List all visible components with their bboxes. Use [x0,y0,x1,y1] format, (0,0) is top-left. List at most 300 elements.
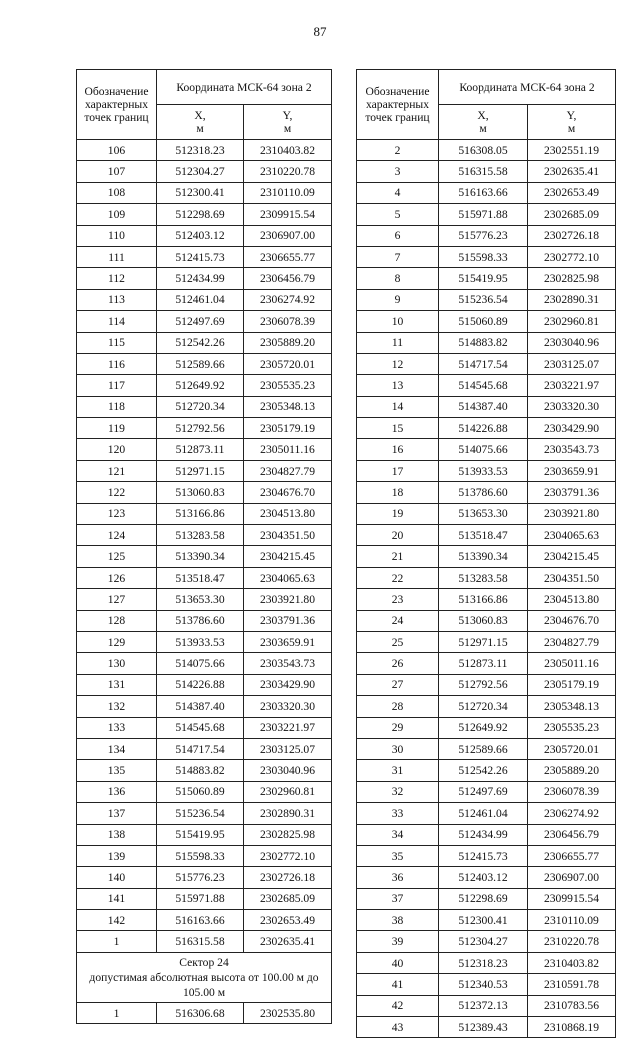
y-coordinate-cell: 2302890.31 [528,289,616,310]
y-coordinate-cell: 2303543.73 [244,653,332,674]
y-coordinate-cell: 2306907.00 [528,867,616,888]
y-coordinate-cell: 2303791.36 [528,482,616,503]
table-row [77,332,332,353]
y-coordinate-cell: 2303221.97 [528,375,616,396]
y-coordinate-cell: 2304513.80 [528,589,616,610]
table-row [77,396,332,417]
point-id-cell: 106 [77,140,157,161]
table-row [357,610,616,631]
y-coordinate-cell: 2309915.54 [244,204,332,225]
x-coordinate-cell: 512415.73 [439,845,528,866]
y-coordinate-cell: 2306274.92 [244,289,332,310]
x-coordinate-cell: 512434.99 [157,268,244,289]
y-coordinate-cell: 2306655.77 [528,845,616,866]
table-row [357,803,616,824]
point-id-cell: 42 [357,995,439,1016]
point-id-cell: 2 [357,140,439,161]
y-coordinate-cell: 2310783.56 [528,995,616,1016]
y-coordinate-cell: 2303921.80 [244,589,332,610]
x-coordinate-cell: 512318.23 [157,140,244,161]
table-row [357,482,616,503]
y-coordinate-cell: 2304513.80 [244,503,332,524]
x-coordinate-cell: 512415.73 [157,246,244,267]
x-coordinate-cell: 512497.69 [157,311,244,332]
y-coordinate-cell: 2305348.13 [244,396,332,417]
point-id-cell: 7 [357,246,439,267]
point-id-cell: 17 [357,460,439,481]
point-id-cell: 9 [357,289,439,310]
y-coordinate-cell: 2303320.30 [244,696,332,717]
y-coordinate-cell: 2310591.78 [528,974,616,995]
y-coordinate-cell: 2303429.90 [528,418,616,439]
point-id-cell: 29 [357,717,439,738]
table-row [357,161,616,182]
table-row [357,674,616,695]
y-coordinate-cell: 2302653.49 [244,910,332,931]
point-id-cell: 118 [77,396,157,417]
x-coordinate-cell: 513166.86 [439,589,528,610]
table-row [77,931,332,952]
y-coordinate-cell: 2306456.79 [528,824,616,845]
y-coordinate-cell: 2303125.07 [244,738,332,759]
table-row [357,418,616,439]
left-table-after-body [77,1002,332,1023]
y-coordinate-cell: 2310868.19 [528,1017,616,1038]
table-row [357,311,616,332]
x-coordinate-cell: 513933.53 [439,460,528,481]
point-id-cell: 8 [357,268,439,289]
y-coordinate-cell: 2305348.13 [528,696,616,717]
table-row [357,140,616,161]
point-id-cell: 27 [357,674,439,695]
point-id-cell: 127 [77,589,157,610]
table-row [357,353,616,374]
table-row [77,803,332,824]
y-coordinate-cell: 2305720.01 [244,353,332,374]
x-coordinate-cell: 513060.83 [157,482,244,503]
header-coordinate-label: Координата МСК-64 зона 2 [439,70,616,105]
table-row [77,418,332,439]
y-coordinate-cell: 2306078.39 [528,781,616,802]
x-coordinate-cell: 513786.60 [157,610,244,631]
table-row [357,995,616,1016]
table-row [357,717,616,738]
x-coordinate-cell: 512971.15 [439,631,528,652]
x-coordinate-cell: 512304.27 [439,931,528,952]
table-row [77,910,332,931]
x-coordinate-cell: 512873.11 [439,653,528,674]
point-id-cell: 123 [77,503,157,524]
sector-title: Сектор 24 [179,955,229,969]
y-coordinate-cell: 2304215.45 [528,546,616,567]
table-row [357,182,616,203]
point-id-cell: 120 [77,439,157,460]
header-x-label: X, м [157,105,244,140]
x-coordinate-cell: 514883.82 [157,760,244,781]
table-row [77,140,332,161]
point-id-cell: 33 [357,803,439,824]
x-coordinate-cell: 513518.47 [439,525,528,546]
x-coordinate-cell: 515971.88 [157,888,244,909]
x-coordinate-cell: 515236.54 [439,289,528,310]
x-coordinate-cell: 513283.58 [157,525,244,546]
table-row [357,931,616,952]
x-coordinate-cell: 513653.30 [439,503,528,524]
point-id-cell: 137 [77,803,157,824]
x-coordinate-cell: 512792.56 [157,418,244,439]
y-coordinate-cell: 2302960.81 [528,311,616,332]
table-row [77,867,332,888]
point-id-cell: 12 [357,353,439,374]
y-coordinate-cell: 2305179.19 [244,418,332,439]
table-row [357,974,616,995]
left-table-body [77,140,332,953]
table-row [77,653,332,674]
table-row [77,182,332,203]
point-id-cell: 116 [77,353,157,374]
point-id-cell: 34 [357,824,439,845]
x-coordinate-cell: 512542.26 [439,760,528,781]
table-row [357,653,616,674]
table-row [77,460,332,481]
point-id-cell: 140 [77,867,157,888]
y-coordinate-cell: 2303543.73 [528,439,616,460]
point-id-cell: 129 [77,631,157,652]
point-id-cell: 114 [77,311,157,332]
header-point-label: Обозначение характерных точек границ [77,70,157,140]
y-coordinate-cell: 2310403.82 [244,140,332,161]
x-coordinate-cell: 513283.58 [439,567,528,588]
x-coordinate-cell: 512873.11 [157,439,244,460]
point-id-cell: 11 [357,332,439,353]
left-coordinates-table [76,69,332,1024]
point-id-cell: 6 [357,225,439,246]
y-coordinate-cell: 2309915.54 [528,888,616,909]
header-coordinate-label: Координата МСК-64 зона 2 [157,70,332,105]
y-coordinate-cell: 2302653.49 [528,182,616,203]
table-row [357,1017,616,1038]
sector-note: допустимая абсолютная высота от 100.00 м до 105.00 м [89,970,319,999]
point-id-cell: 4 [357,182,439,203]
point-id-cell: 14 [357,396,439,417]
y-coordinate-cell: 2305720.01 [528,738,616,759]
y-coordinate-cell: 2303040.96 [244,760,332,781]
y-coordinate-cell: 2305535.23 [528,717,616,738]
y-coordinate-cell: 2310403.82 [528,952,616,973]
x-coordinate-cell: 516308.05 [439,140,528,161]
point-id-cell: 125 [77,546,157,567]
header-y-label: Y, м [528,105,616,140]
point-id-cell: 19 [357,503,439,524]
point-id-cell: 124 [77,525,157,546]
table-row [77,546,332,567]
y-coordinate-cell: 2305889.20 [528,760,616,781]
table-row [357,589,616,610]
x-coordinate-cell: 516306.68 [157,1002,244,1023]
point-id-cell: 141 [77,888,157,909]
y-coordinate-cell: 2302726.18 [244,867,332,888]
x-coordinate-cell: 515776.23 [157,867,244,888]
x-coordinate-cell: 512720.34 [439,696,528,717]
table-row [357,246,616,267]
point-id-cell: 109 [77,204,157,225]
y-coordinate-cell: 2303125.07 [528,353,616,374]
y-coordinate-cell: 2303040.96 [528,332,616,353]
table-row [357,525,616,546]
point-id-cell: 36 [357,867,439,888]
point-id-cell: 132 [77,696,157,717]
point-id-cell: 134 [77,738,157,759]
x-coordinate-cell: 512304.27 [157,161,244,182]
y-coordinate-cell: 2303429.90 [244,674,332,695]
point-id-cell: 107 [77,161,157,182]
point-id-cell: 112 [77,268,157,289]
x-coordinate-cell: 515060.89 [439,311,528,332]
x-coordinate-cell: 513933.53 [157,631,244,652]
table-row [357,867,616,888]
x-coordinate-cell: 512589.66 [157,353,244,374]
x-coordinate-cell: 512403.12 [439,867,528,888]
table-row [357,225,616,246]
y-coordinate-cell: 2306655.77 [244,246,332,267]
x-coordinate-cell: 513390.34 [439,546,528,567]
point-id-cell: 136 [77,781,157,802]
x-coordinate-cell: 512434.99 [439,824,528,845]
y-coordinate-cell: 2302726.18 [528,225,616,246]
point-id-cell: 18 [357,482,439,503]
table-row [77,845,332,866]
table-row [77,161,332,182]
table-row [357,332,616,353]
point-id-cell: 23 [357,589,439,610]
x-coordinate-cell: 512298.69 [439,888,528,909]
table-row [77,439,332,460]
x-coordinate-cell: 512340.53 [439,974,528,995]
x-coordinate-cell: 515598.33 [439,246,528,267]
y-coordinate-cell: 2310220.78 [528,931,616,952]
y-coordinate-cell: 2305179.19 [528,674,616,695]
table-row [77,824,332,845]
point-id-cell: 32 [357,781,439,802]
y-coordinate-cell: 2310110.09 [528,910,616,931]
x-coordinate-cell: 515236.54 [157,803,244,824]
table-row [77,717,332,738]
x-coordinate-cell: 512318.23 [439,952,528,973]
y-coordinate-cell: 2305535.23 [244,375,332,396]
table-row [77,353,332,374]
y-coordinate-cell: 2305011.16 [244,439,332,460]
table-row [77,760,332,781]
point-id-cell: 139 [77,845,157,866]
x-coordinate-cell: 512298.69 [157,204,244,225]
point-id-cell: 35 [357,845,439,866]
y-coordinate-cell: 2306274.92 [528,803,616,824]
point-id-cell: 1 [77,931,157,952]
point-id-cell: 110 [77,225,157,246]
y-coordinate-cell: 2302685.09 [244,888,332,909]
x-coordinate-cell: 513166.86 [157,503,244,524]
x-coordinate-cell: 514883.82 [439,332,528,353]
table-row [357,268,616,289]
point-id-cell: 142 [77,910,157,931]
header-y-label: Y, м [244,105,332,140]
table-row [77,631,332,652]
table-row [357,824,616,845]
y-coordinate-cell: 2302685.09 [528,204,616,225]
right-coordinates-table [356,69,616,1038]
y-coordinate-cell: 2303791.36 [244,610,332,631]
table-row [357,738,616,759]
x-coordinate-cell: 512300.41 [157,182,244,203]
x-coordinate-cell: 516315.58 [157,931,244,952]
y-coordinate-cell: 2304827.79 [528,631,616,652]
point-id-cell: 24 [357,610,439,631]
point-id-cell: 122 [77,482,157,503]
table-row [357,204,616,225]
x-coordinate-cell: 514717.54 [157,738,244,759]
x-coordinate-cell: 514545.68 [439,375,528,396]
point-id-cell: 128 [77,610,157,631]
table-row [357,845,616,866]
x-coordinate-cell: 515419.95 [439,268,528,289]
y-coordinate-cell: 2302825.98 [528,268,616,289]
point-id-cell: 130 [77,653,157,674]
point-id-cell: 113 [77,289,157,310]
point-id-cell: 115 [77,332,157,353]
table-row [77,696,332,717]
table-row [77,888,332,909]
point-id-cell: 117 [77,375,157,396]
table-row [77,781,332,802]
x-coordinate-cell: 515419.95 [157,824,244,845]
y-coordinate-cell: 2304676.70 [244,482,332,503]
point-id-cell: 38 [357,910,439,931]
table-row [357,546,616,567]
y-coordinate-cell: 2302635.41 [244,931,332,952]
table-row [357,696,616,717]
table-row [357,952,616,973]
y-coordinate-cell: 2303659.91 [528,460,616,481]
table-row [77,674,332,695]
x-coordinate-cell: 513786.60 [439,482,528,503]
x-coordinate-cell: 512649.92 [439,717,528,738]
y-coordinate-cell: 2303320.30 [528,396,616,417]
y-coordinate-cell: 2303921.80 [528,503,616,524]
x-coordinate-cell: 512542.26 [157,332,244,353]
point-id-cell: 15 [357,418,439,439]
table-row [77,738,332,759]
x-coordinate-cell: 513060.83 [439,610,528,631]
x-coordinate-cell: 512649.92 [157,375,244,396]
x-coordinate-cell: 512461.04 [439,803,528,824]
point-id-cell: 39 [357,931,439,952]
y-coordinate-cell: 2302535.80 [244,1002,332,1023]
table-row [77,289,332,310]
y-coordinate-cell: 2306078.39 [244,311,332,332]
y-coordinate-cell: 2302772.10 [528,246,616,267]
y-coordinate-cell: 2302772.10 [244,845,332,866]
y-coordinate-cell: 2306456.79 [244,268,332,289]
table-row [77,610,332,631]
x-coordinate-cell: 513653.30 [157,589,244,610]
header-x-label: X, м [439,105,528,140]
table-row [357,888,616,909]
table-row [357,396,616,417]
x-coordinate-cell: 514075.66 [439,439,528,460]
page-number: 87 [313,24,327,39]
point-id-cell: 5 [357,204,439,225]
point-id-cell: 138 [77,824,157,845]
table-row [77,311,332,332]
table-row [77,246,332,267]
y-coordinate-cell: 2302551.19 [528,140,616,161]
table-row [357,910,616,931]
y-coordinate-cell: 2305889.20 [244,332,332,353]
table-row [357,503,616,524]
point-id-cell: 119 [77,418,157,439]
point-id-cell: 16 [357,439,439,460]
y-coordinate-cell: 2302825.98 [244,824,332,845]
point-id-cell: 30 [357,738,439,759]
right-table-body [357,140,616,1038]
point-id-cell: 126 [77,567,157,588]
point-id-cell: 133 [77,717,157,738]
x-coordinate-cell: 512389.43 [439,1017,528,1038]
point-id-cell: 31 [357,760,439,781]
y-coordinate-cell: 2304827.79 [244,460,332,481]
point-id-cell: 37 [357,888,439,909]
table-row [357,460,616,481]
point-id-cell: 25 [357,631,439,652]
table-row [77,225,332,246]
table-row [77,268,332,289]
y-coordinate-cell: 2303659.91 [244,631,332,652]
x-coordinate-cell: 515971.88 [439,204,528,225]
point-id-cell: 121 [77,460,157,481]
x-coordinate-cell: 512971.15 [157,460,244,481]
x-coordinate-cell: 512792.56 [439,674,528,695]
y-coordinate-cell: 2302635.41 [528,161,616,182]
x-coordinate-cell: 514717.54 [439,353,528,374]
table-row [77,1002,332,1023]
x-coordinate-cell: 514075.66 [157,653,244,674]
x-coordinate-cell: 514387.40 [157,696,244,717]
x-coordinate-cell: 512372.13 [439,995,528,1016]
point-id-cell: 43 [357,1017,439,1038]
y-coordinate-cell: 2304065.63 [528,525,616,546]
x-coordinate-cell: 512461.04 [157,289,244,310]
point-id-cell: 20 [357,525,439,546]
y-coordinate-cell: 2306907.00 [244,225,332,246]
point-id-cell: 111 [77,246,157,267]
y-coordinate-cell: 2310220.78 [244,161,332,182]
point-id-cell: 3 [357,161,439,182]
point-id-cell: 41 [357,974,439,995]
table-row [77,567,332,588]
y-coordinate-cell: 2310110.09 [244,182,332,203]
point-id-cell: 21 [357,546,439,567]
table-row [77,375,332,396]
x-coordinate-cell: 514387.40 [439,396,528,417]
table-row [357,439,616,460]
point-id-cell: 135 [77,760,157,781]
table-row [357,781,616,802]
point-id-cell: 22 [357,567,439,588]
x-coordinate-cell: 513518.47 [157,567,244,588]
x-coordinate-cell: 513390.34 [157,546,244,567]
y-coordinate-cell: 2304215.45 [244,546,332,567]
point-id-cell: 13 [357,375,439,396]
